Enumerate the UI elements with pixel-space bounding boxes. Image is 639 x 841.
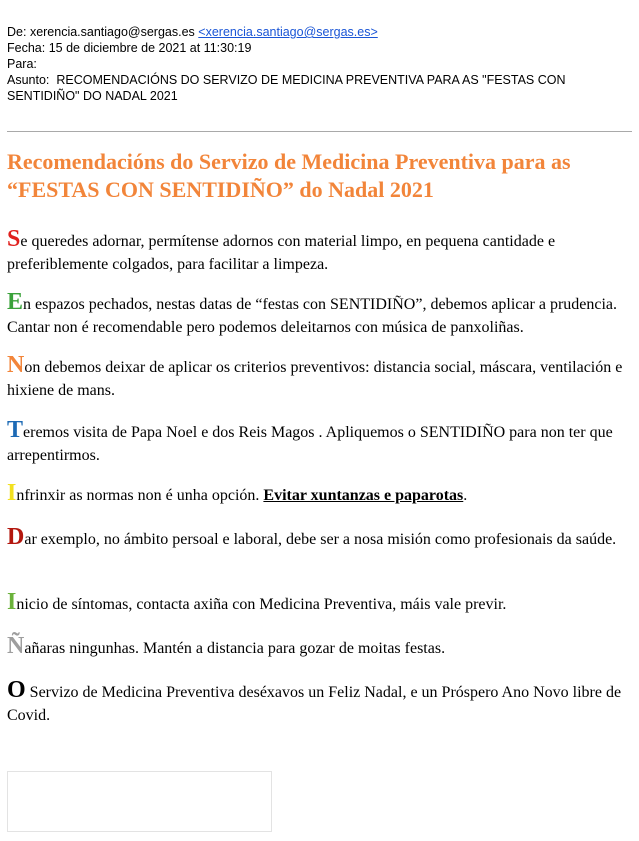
paragraph-t	[7, 417, 635, 467]
subject-line	[7, 72, 632, 104]
paragraph-i	[7, 480, 635, 507]
subject-label: Asunto:	[7, 73, 50, 87]
paragraph-i2	[7, 589, 635, 616]
from-line	[7, 24, 632, 40]
initial-letter: O	[7, 677, 26, 703]
paragraph-text: ar exemplo, no ámbito persoal e laboral, debe ser a nosa misión como profesionais da saúde.	[24, 531, 617, 548]
paragraph-o	[7, 677, 635, 727]
initial-letter: T	[7, 417, 24, 443]
initial-letter: E	[7, 289, 24, 315]
paragraph-nn	[7, 633, 635, 660]
from-name: xerencia.santiago@sergas.es	[29, 25, 195, 39]
date-label: Fecha:	[7, 41, 46, 55]
from-email-link[interactable]: <xerencia.santiago@sergas.es>	[198, 25, 378, 39]
initial-letter: S	[7, 226, 21, 252]
subject-value: RECOMENDACIÓNS DO SERVIZO DE MEDICINA PREVENTIVA PARA AS "FESTAS CON SENTIDIÑO" DO NADAL 2021	[7, 73, 566, 103]
initial-letter: I	[7, 589, 17, 615]
paragraph-text: nicio de síntomas, contacta axiña con Medicina Preventiva, máis vale previr.	[16, 596, 507, 613]
initial-letter: D	[7, 524, 25, 550]
header-divider	[7, 131, 632, 132]
paragraph-e	[7, 289, 635, 339]
date-value: 15 de diciembre de 2021 at 11:30:19	[48, 41, 252, 55]
paragraph-text: añaras ningunhas. Mantén a distancia para gozar de moitas festas.	[24, 640, 446, 657]
paragraph-text: Servizo de Medicina Preventiva deséxavos un Feliz Nadal, e un Próspero Ano Novo libre de Covid.	[7, 684, 622, 724]
paragraph-text: e queredes adornar, permítense adornos con material limpo, en pequena cantidade e preferiblemente colgados, para facilitar a limpeza.	[7, 233, 556, 273]
initial-letter: I	[7, 480, 17, 506]
to-label: Para:	[7, 57, 37, 71]
email-header	[7, 24, 632, 104]
to-line	[7, 56, 632, 72]
paragraph-text: on debemos deixar de aplicar os criterios preventivos: distancia social, máscara, ventilación e hixiene de mans.	[7, 359, 623, 399]
initial-letter: Ñ	[7, 633, 25, 659]
date-line	[7, 40, 632, 56]
email-title: Recomendacións do Servizo de Medicina Preventiva para as “FESTAS CON SENTIDIÑO” do Nadal 2021	[7, 149, 571, 202]
attachment-placeholder	[7, 771, 272, 832]
paragraph-text: eremos visita de Papa Noel e dos Reis Magos . Apliquemos o SENTIDIÑO para non ter que arrepentirmos.	[7, 424, 613, 464]
paragraph-n	[7, 352, 635, 402]
initial-letter: N	[7, 352, 25, 378]
avoid-gatherings-link[interactable]: Evitar xuntanzas e paparotas	[263, 487, 464, 504]
paragraph-s	[7, 226, 635, 276]
paragraph-text-end: .	[463, 487, 468, 504]
paragraph-text: n espazos pechados, nestas datas de “festas con SENTIDIÑO”, debemos aplicar a prudencia. Cantar non é recomendable pero podemos deleitarnos con música de panxoliñas.	[7, 296, 618, 336]
paragraph-text: nfrinxir as normas non é unha opción.	[16, 487, 264, 504]
paragraph-d	[7, 524, 635, 551]
from-label: De:	[7, 25, 27, 39]
